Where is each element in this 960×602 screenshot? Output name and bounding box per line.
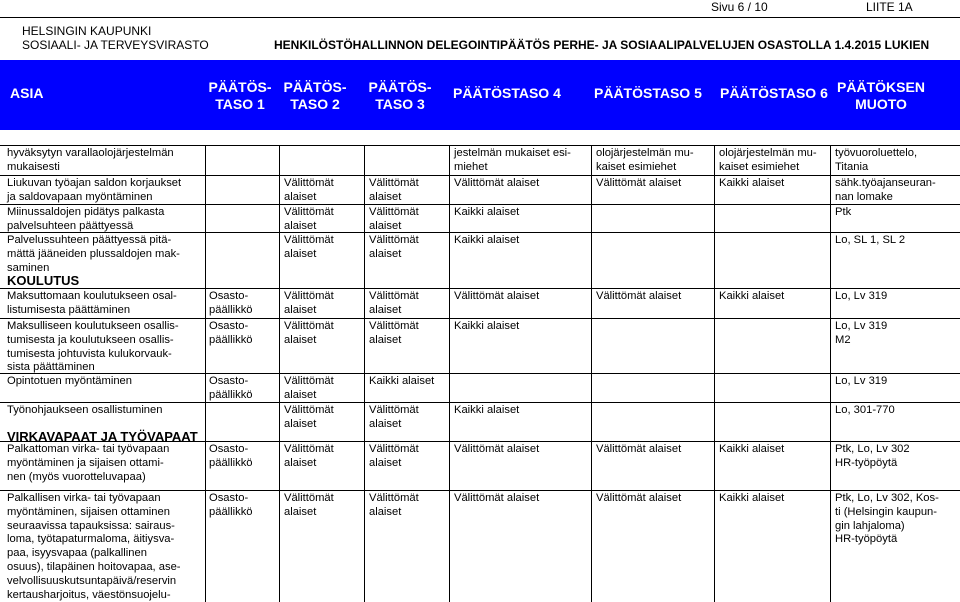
- cell-taso1: Osasto- päällikkö: [209, 320, 253, 346]
- cell-taso4: Kaikki alaiset: [454, 234, 520, 246]
- cell-muoto: Ptk, Lo, Lv 302 HR-työpöytä: [835, 443, 910, 469]
- table-row: [0, 373, 960, 402]
- cell-taso1: Osasto- päällikkö: [209, 375, 253, 401]
- cell-taso3: Välittömät alaiset: [369, 320, 419, 346]
- cell-taso2: Välittömät alaiset: [284, 492, 334, 518]
- column-divider: [364, 145, 365, 602]
- cell-muoto: työvuoroluettelo, Titania: [835, 147, 918, 173]
- column-divider: [449, 145, 450, 602]
- cell-muoto: Lo, Lv 319: [835, 375, 888, 387]
- column-header-band: [0, 60, 960, 130]
- cell-taso4: Välittömät alaiset: [454, 443, 540, 455]
- cell-taso3: Välittömät alaiset: [369, 443, 419, 469]
- cell-muoto: Lo, Lv 319 M2: [835, 320, 888, 346]
- table-row: [0, 490, 960, 602]
- column-header-taso3: PÄÄTÖS- TASO 3: [368, 79, 432, 112]
- cell-asia: Miinussaldojen pidätys palkasta palvelsuhteen päättyessä: [7, 206, 165, 232]
- cell-asia: Opintotuen myöntäminen: [7, 375, 133, 387]
- section-heading-virkavapaat: VIRKAVAPAAT JA TYÖVAPAAT: [7, 429, 198, 444]
- cell-taso3: Välittömät alaiset: [369, 404, 419, 430]
- cell-taso6: Kaikki alaiset: [719, 443, 785, 455]
- cell-taso5: Välittömät alaiset: [596, 492, 682, 504]
- cell-taso6: Kaikki alaiset: [719, 177, 785, 189]
- cell-taso3: Välittömät alaiset: [369, 290, 419, 316]
- column-header-taso1: PÄÄTÖS- TASO 1: [208, 79, 272, 112]
- cell-taso2: Välittömät alaiset: [284, 234, 334, 260]
- document-title: HENKILÖSTÖHALLINNON DELEGOINTIPÄÄTÖS PERHE- JA SOSIAALIPALVELUJEN OSASTOLLA 1.4.2015 LUKIEN: [274, 38, 930, 52]
- cell-taso6: olojärjestelmän mu- kaiset esimiehet: [719, 147, 817, 173]
- table-row: [0, 204, 960, 232]
- column-header-taso6: PÄÄTÖSTASO 6: [720, 85, 828, 101]
- cell-taso4: Kaikki alaiset: [454, 404, 520, 416]
- cell-asia: Maksulliseen koulutukseen osallis- tumisesta ja koulutukseen osallis- tumisesta johtuvista kulukorvauk- sista päättäminen: [7, 320, 179, 374]
- cell-asia: Maksuttomaan koulutukseen osal- listumisesta päättäminen: [7, 290, 177, 316]
- cell-asia: Liukuvan työajan saldon korjaukset ja saldovapaan myöntäminen: [7, 177, 182, 203]
- table-row: [0, 232, 960, 274]
- cell-taso3: Välittömät alaiset: [369, 206, 419, 232]
- organization-name: HELSINGIN KAUPUNKI: [22, 24, 152, 38]
- column-header-taso5: PÄÄTÖSTASO 5: [594, 85, 702, 101]
- cell-muoto: sähk.työajanseuran- nan lomake: [835, 177, 936, 203]
- table-row: [0, 175, 960, 204]
- cell-asia: hyväksytyn varallaolojärjestelmän mukaisesti: [7, 147, 174, 173]
- column-header-muoto: PÄÄTÖKSEN MUOTO: [837, 79, 925, 112]
- column-divider: [830, 145, 831, 602]
- cell-taso2: Välittömät alaiset: [284, 375, 334, 401]
- cell-taso2: Välittömät alaiset: [284, 404, 334, 430]
- page-number: Sivu 6 / 10: [711, 0, 768, 14]
- column-divider: [205, 145, 206, 602]
- cell-taso5: Välittömät alaiset: [596, 443, 682, 455]
- cell-taso4: Välittömät alaiset: [454, 177, 540, 189]
- table-row: [0, 145, 960, 175]
- column-header-asia: ASIA: [10, 85, 44, 101]
- table-row: [0, 288, 960, 318]
- cell-taso2: Välittömät alaiset: [284, 206, 334, 232]
- cell-muoto: Lo, 301-770: [835, 404, 895, 416]
- cell-taso3: Kaikki alaiset: [369, 375, 435, 387]
- cell-taso4: Kaikki alaiset: [454, 206, 520, 218]
- cell-taso2: Välittömät alaiset: [284, 320, 334, 346]
- cell-taso6: Kaikki alaiset: [719, 290, 785, 302]
- cell-taso1: Osasto- päällikkö: [209, 443, 253, 469]
- cell-taso1: Osasto- päällikkö: [209, 290, 253, 316]
- cell-taso4: Kaikki alaiset: [454, 320, 520, 332]
- header-rule: [0, 17, 960, 18]
- cell-taso6: Kaikki alaiset: [719, 492, 785, 504]
- cell-asia: Työnohjaukseen osallistuminen: [7, 404, 163, 416]
- column-header-taso4: PÄÄTÖSTASO 4: [453, 85, 561, 101]
- table-row: [0, 441, 960, 487]
- cell-muoto: Ptk: [835, 206, 852, 218]
- column-divider: [591, 145, 592, 602]
- cell-taso4: Välittömät alaiset: [454, 492, 540, 504]
- cell-muoto: Lo, SL 1, SL 2: [835, 234, 906, 246]
- column-divider: [714, 145, 715, 602]
- cell-asia: Palkattoman virka- tai työvapaan myöntäminen ja sijaisen ottami- nen (myös vuorotteluvapaa): [7, 443, 170, 483]
- cell-taso1: Osasto- päällikkö: [209, 492, 253, 518]
- column-header-taso2: PÄÄTÖS- TASO 2: [283, 79, 347, 112]
- table-row: [0, 402, 960, 430]
- cell-taso5: Välittömät alaiset: [596, 290, 682, 302]
- cell-taso2: Välittömät alaiset: [284, 177, 334, 203]
- cell-taso5: olojärjestelmän mu- kaiset esimiehet: [596, 147, 694, 173]
- cell-asia: Palkallisen virka- tai työvapaan myöntäminen, sijaisen ottaminen seuraavissa tapauksissa: sairaus- loma, työtapaturmaloma, äitiysva- paa, isyysvapaa (palkallinen osuus), tilapäinen hoitovapaa, ase- velvollisuuskutsuntapäivä/reservin kertausharjoitus, väestönsuojelu-: [7, 492, 181, 601]
- cell-taso5: Välittömät alaiset: [596, 177, 682, 189]
- section-heading-koulutus: KOULUTUS: [7, 273, 80, 288]
- cell-taso2: Välittömät alaiset: [284, 443, 334, 469]
- cell-muoto: Ptk, Lo, Lv 302, Kos- ti (Helsingin kaupun- gin lahjaloma) HR-työpöytä: [835, 492, 939, 546]
- cell-taso2: Välittömät alaiset: [284, 290, 334, 316]
- cell-taso3: Välittömät alaiset: [369, 492, 419, 518]
- cell-taso3: Välittömät alaiset: [369, 177, 419, 203]
- column-divider: [279, 145, 280, 602]
- table-row: [0, 318, 960, 373]
- cell-taso4: Välittömät alaiset: [454, 290, 540, 302]
- department-name: SOSIAALI- JA TERVEYSVIRASTO: [22, 38, 209, 52]
- appendix-label: LIITE 1A: [866, 0, 913, 14]
- cell-taso3: Välittömät alaiset: [369, 234, 419, 260]
- cell-asia: Palvelussuhteen päättyessä pitä- mättä jääneiden plussaldojen mak- saminen: [7, 234, 180, 274]
- section-row: [0, 274, 960, 288]
- cell-taso4: jestelmän mukaiset esi- miehet: [454, 147, 571, 173]
- cell-muoto: Lo, Lv 319: [835, 290, 888, 302]
